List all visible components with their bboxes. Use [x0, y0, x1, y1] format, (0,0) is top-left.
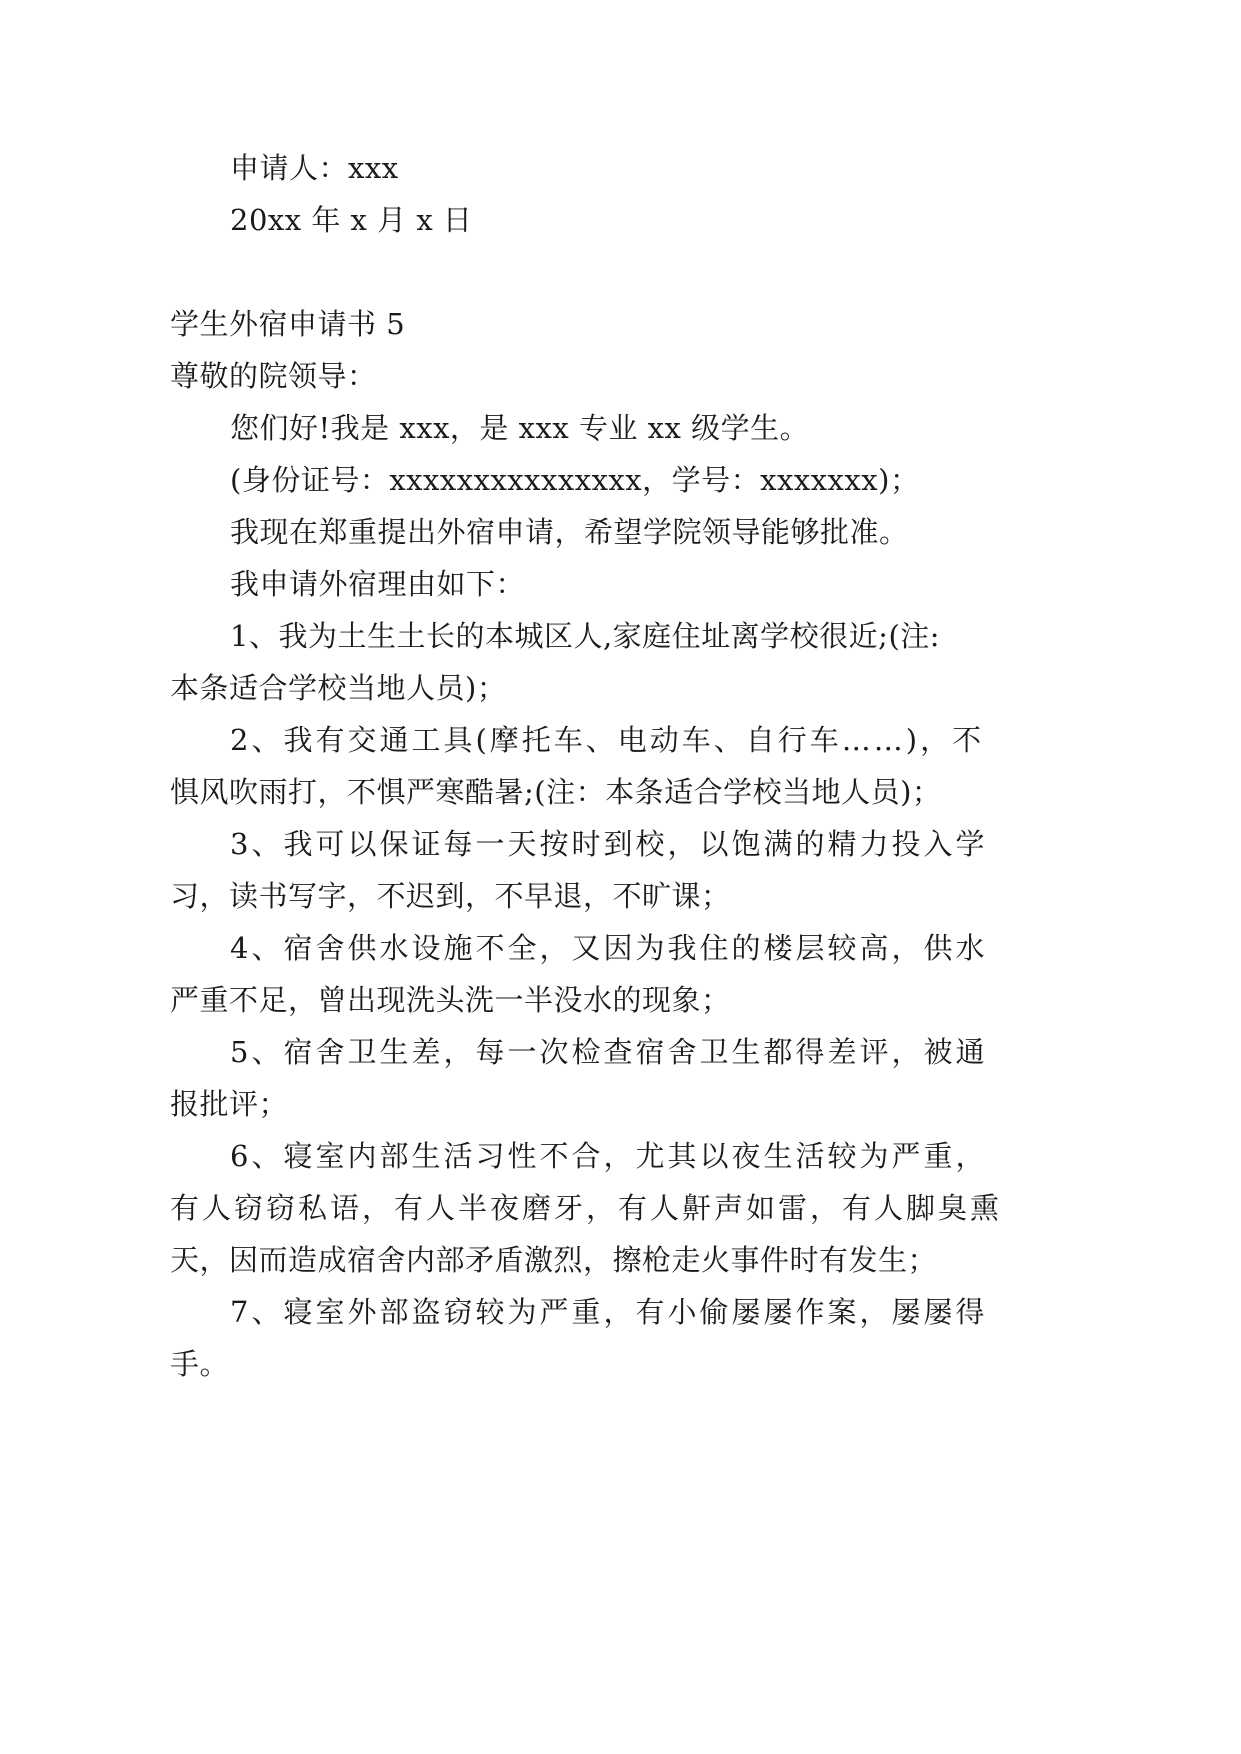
request-paragraph: 我现在郑重提出外宿申请，希望学院领导能够批准。: [230, 515, 909, 549]
reason-7-line-2: 手。: [170, 1347, 230, 1381]
date-line: 20xx 年 x 月 x 日: [230, 203, 473, 237]
reason-6-line-1: 6、寝室内部生活习性不合，尤其以夜生活较为严重，: [230, 1139, 988, 1173]
reason-6-line-3: 天，因而造成宿舍内部矛盾激烈，擦枪走火事件时有发生；: [170, 1243, 938, 1277]
greeting-paragraph: 您们好!我是 xxx，是 xxx 专业 xx 级学生。: [230, 411, 810, 445]
reason-4-line-2: 严重不足，曾出现洗头洗一半没水的现象；: [170, 983, 731, 1017]
id-info-paragraph: (身份证号：xxxxxxxxxxxxxxx，学号：xxxxxxx)；: [230, 463, 920, 497]
document-title: 学生外宿申请书 5: [170, 307, 406, 341]
reason-2-line-1: 2、我有交通工具(摩托车、电动车、自行车……)，不: [230, 723, 985, 757]
reason-5-line-2: 报批评；: [170, 1087, 289, 1121]
reason-7-line-1: 7、寝室外部盗窃较为严重，有小偷屡屡作案，屡屡得: [230, 1295, 988, 1329]
reason-3-line-2: 习，读书写字，不迟到，不早退，不旷课；: [170, 879, 731, 913]
applicant-line: 申请人：xxx: [230, 151, 399, 185]
reason-3-line-1: 3、我可以保证每一天按时到校，以饱满的精力投入学: [230, 827, 988, 861]
salutation: 尊敬的院领导：: [170, 359, 377, 393]
reason-2-line-2: 惧风吹雨打，不惧严寒酷暑;(注：本条适合学校当地人员)；: [170, 775, 942, 809]
reason-5-line-1: 5、宿舍卫生差，每一次检查宿舍卫生都得差评，被通: [230, 1035, 988, 1069]
reason-6-line-2: 有人窃窃私语，有人半夜磨牙，有人鼾声如雷，有人脚臭熏: [170, 1191, 1003, 1225]
reason-1-line-1: 1、我为土生土长的本城区人,家庭住址离学校很近;(注:: [230, 619, 941, 653]
reason-4-line-1: 4、宿舍供水设施不全，又因为我住的楼层较高，供水: [230, 931, 988, 965]
reason-1-line-2: 本条适合学校当地人员)；: [170, 671, 507, 705]
reasons-intro: 我申请外宿理由如下：: [230, 567, 526, 601]
